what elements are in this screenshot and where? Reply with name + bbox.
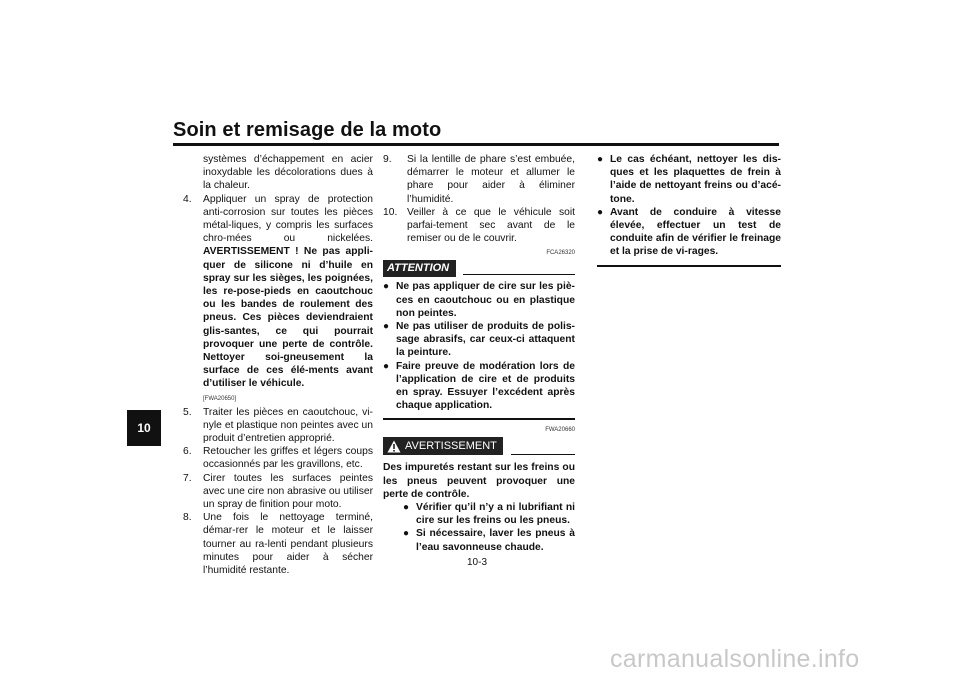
attention-bullet: ● Ne pas utiliser de produits de polis-sage abrasifs, car ceux-ci attaquent la peinture. (383, 321, 575, 359)
item-text: Appliquer un spray de protection anti-corrosion sur toutes les pièces métal-liques, y compris les surfaces chro-mées ou nickelées. (203, 193, 373, 245)
item-number: 10. (383, 206, 398, 218)
section-rule (383, 418, 575, 420)
warning-bullet: ● Vérifier qu’il n’y a ni lubrifiant ni cire sur les freins ou les pneus. (403, 502, 575, 527)
bullet-icon: ● (383, 321, 390, 333)
item-number: 6. (183, 446, 192, 458)
item-number: 8. (183, 512, 192, 524)
list-item (183, 445, 373, 471)
watermark: carmanualsonline.info (610, 645, 860, 673)
page-title: Soin et remisage de la moto (173, 119, 442, 141)
title-rule (173, 143, 779, 146)
chapter-tab: 10 (127, 410, 161, 446)
bullet-icon: ● (597, 154, 604, 165)
list-item (183, 511, 373, 577)
attention-bullet: ● Ne pas appliquer de cire sur les piè-ces en caoutchouc ou en plastique non peintes. (383, 281, 575, 319)
item-number: 9. (383, 154, 392, 165)
item-body (203, 193, 373, 391)
bullet-icon: ● (403, 528, 410, 540)
item-number: 4. (183, 193, 192, 205)
list-item (183, 406, 373, 446)
bullet-icon: ● (597, 206, 604, 218)
item-text: Cirer toutes les surfaces peintes avec une cire non abrasive ou utiliser un spray de finition pour moto. (203, 472, 373, 511)
item-text: Retoucher les griffes et légers coups occasionnés par les gravillons, etc. (203, 446, 373, 471)
item-text: Si la lentille de phare s’est embuée, démarrer le moteur et allumer le phare pour aider à éliminer l’humidité. (407, 154, 575, 205)
item-number: 7. (183, 472, 192, 484)
inline-warning: AVERTISSEMENT ! Ne pas appli-quer de silicone ni d’huile en spray sur les sièges, les poignées, les re-pose-pieds en caoutchouc ou les bandes de roulement des pneus. Ces pièces deviendraient glis-santes, ce qui pourrait provoquer une perte de contrôle. Nettoyer soi-gneusement la surface de ces élé-ments avant d’utiliser le véhicule. (203, 246, 373, 390)
warning-bullet: ● Le cas échéant, nettoyer les dis-ques et les plaquettes de frein à l’aide de nettoyant freins ou d’acé-tone. (597, 154, 781, 205)
warning-label: AVERTISSEMENT (405, 440, 497, 453)
attention-bullet: ● Faire preuve de modération lors de l’application de cire et de produits en spray. Essuyer l’excédent après chaque application. (383, 360, 575, 412)
attention-rule (463, 274, 575, 275)
list-item (183, 472, 373, 512)
list-item (383, 153, 575, 206)
warning-bullet: ● Avant de conduire à vitesse élevée, effectuer un test de conduite afin de vérifier le freinage et la prise de vi-rages. (597, 206, 781, 258)
column-3 (597, 153, 781, 273)
item-text: Traiter les pièces en caoutchouc, vi-nyle et plastique non peintes avec un produit d’entretien approprié. (203, 406, 373, 445)
item-text: Veiller à ce que le véhicule soit parfai-tement sec avant de le remiser ou de le couvrir. (407, 206, 575, 245)
warning-triangle-icon (387, 440, 401, 453)
column-1 (183, 153, 373, 577)
bullet-icon: ● (383, 281, 390, 293)
page-number: 10-3 (467, 557, 488, 568)
ref-code: [FWA20650] (203, 395, 237, 402)
bullet-icon: ● (403, 502, 410, 514)
list-item (383, 206, 575, 246)
warning-rule (511, 454, 575, 455)
warning-badge (383, 437, 503, 455)
continued-text: systèmes d’échappement en acier inoxydable les décolorations dues à la chaleur. (203, 154, 373, 192)
item-number: 5. (183, 406, 192, 418)
attention-badge: ATTENTION (383, 260, 456, 277)
attention-code: FCA26320 (546, 250, 575, 257)
item-text: Une fois le nettoyage terminé, démar-rer le moteur et le laisser tourner au ra-lenti pendant plusieurs minutes pour aider à sécher l’humidité restante. (203, 512, 373, 577)
warning-bullet: ● Si nécessaire, laver les pneus à l’eau savonneuse chaude. (403, 528, 575, 553)
list-item (183, 193, 373, 391)
column-2 (383, 153, 575, 554)
warning-header (383, 437, 575, 455)
bullet-icon: ● (383, 360, 390, 372)
section-end-rule (597, 265, 781, 267)
warning-code: FWA20660 (545, 427, 575, 434)
attention-header (383, 260, 575, 276)
warning-text: Des impuretés restant sur les freins ou les pneus peuvent provoquer une perte de contrôle. (383, 462, 575, 500)
